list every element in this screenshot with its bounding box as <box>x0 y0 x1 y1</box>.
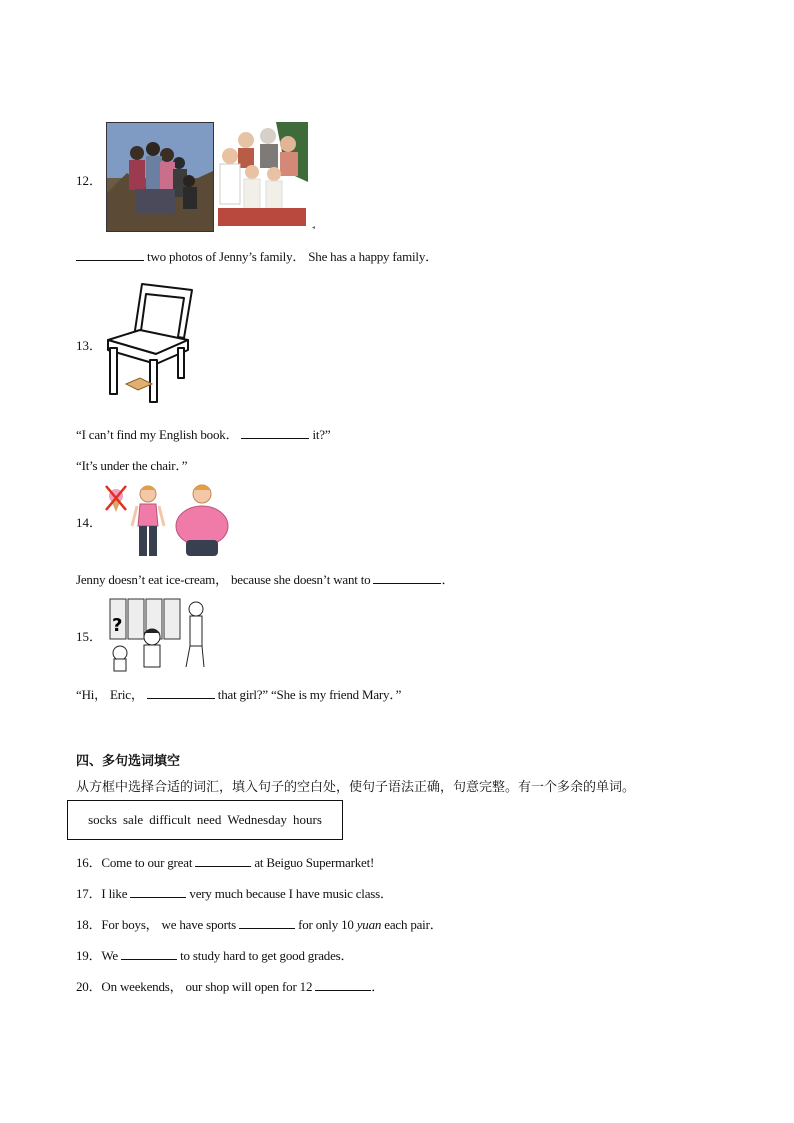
question-20-text: 20．On weekends， our shop will open for 12 ． <box>76 979 385 994</box>
question-16-text: 16．Come to our great at Beiguo Supermarket! <box>76 855 375 870</box>
answer-blank-13[interactable] <box>241 426 309 439</box>
word-bank-item: need <box>196 812 222 827</box>
question-13-line1: “I can’t find my English book． it?” <box>76 427 331 442</box>
question-15-text: “Hi， Eric， that girl?” “She is my friend Mary．” <box>76 687 402 702</box>
question-number-12: 12． <box>76 173 103 188</box>
answer-blank-17[interactable] <box>130 885 186 898</box>
section-instruction: 从方框中选择合适的词汇，填入句子的空白处，使句子语法正确，句意完整。有一个多余的单词。 <box>76 780 636 795</box>
word-bank-item: hours <box>293 812 322 827</box>
question-number-14: 14． <box>76 515 103 530</box>
photo-marker-icon: ◂ <box>312 225 316 231</box>
svg-text:?: ? <box>112 615 123 636</box>
answer-blank-14[interactable] <box>373 571 441 584</box>
word-bank-item: Wednesday <box>227 812 287 827</box>
answer-blank-16[interactable] <box>195 854 251 867</box>
word-bank-item: sale <box>122 812 144 827</box>
photo-family-indoor <box>216 122 308 228</box>
question-19-text: 19．We to study hard to get good grades． <box>76 948 354 963</box>
answer-blank-18[interactable] <box>239 916 295 929</box>
answer-blank-15[interactable] <box>147 686 215 699</box>
kids-lockers-picture <box>106 597 208 673</box>
question-12-text: two photos of Jenny’s family． She has a happy family． <box>76 246 438 265</box>
word-bank-box <box>67 800 343 840</box>
question-14-text: Jenny doesn’t eat ice-cream， because she doesn’t want to ． <box>76 572 455 587</box>
word-bank-item: socks <box>88 812 117 827</box>
girls-ice-cream-picture <box>104 482 230 560</box>
chair-with-book-picture <box>104 280 196 404</box>
question-13-line2: “It’s under the chair．” <box>76 458 188 473</box>
word-bank-item: difficult <box>149 812 191 827</box>
answer-blank-20[interactable] <box>315 978 371 991</box>
question-number-15: 15． <box>76 629 103 644</box>
question-18-text: 18．For boys， we have sports for only 10 yuan each pair． <box>76 917 443 932</box>
section-title: 四、多句选词填空 <box>76 754 181 769</box>
answer-blank-19[interactable] <box>121 947 177 960</box>
photo-family-outdoor <box>106 122 214 232</box>
question-number-13: 13． <box>76 338 103 353</box>
question-17-text: 17．I like very much because I have music class． <box>76 886 393 901</box>
answer-blank-12[interactable] <box>76 248 144 261</box>
